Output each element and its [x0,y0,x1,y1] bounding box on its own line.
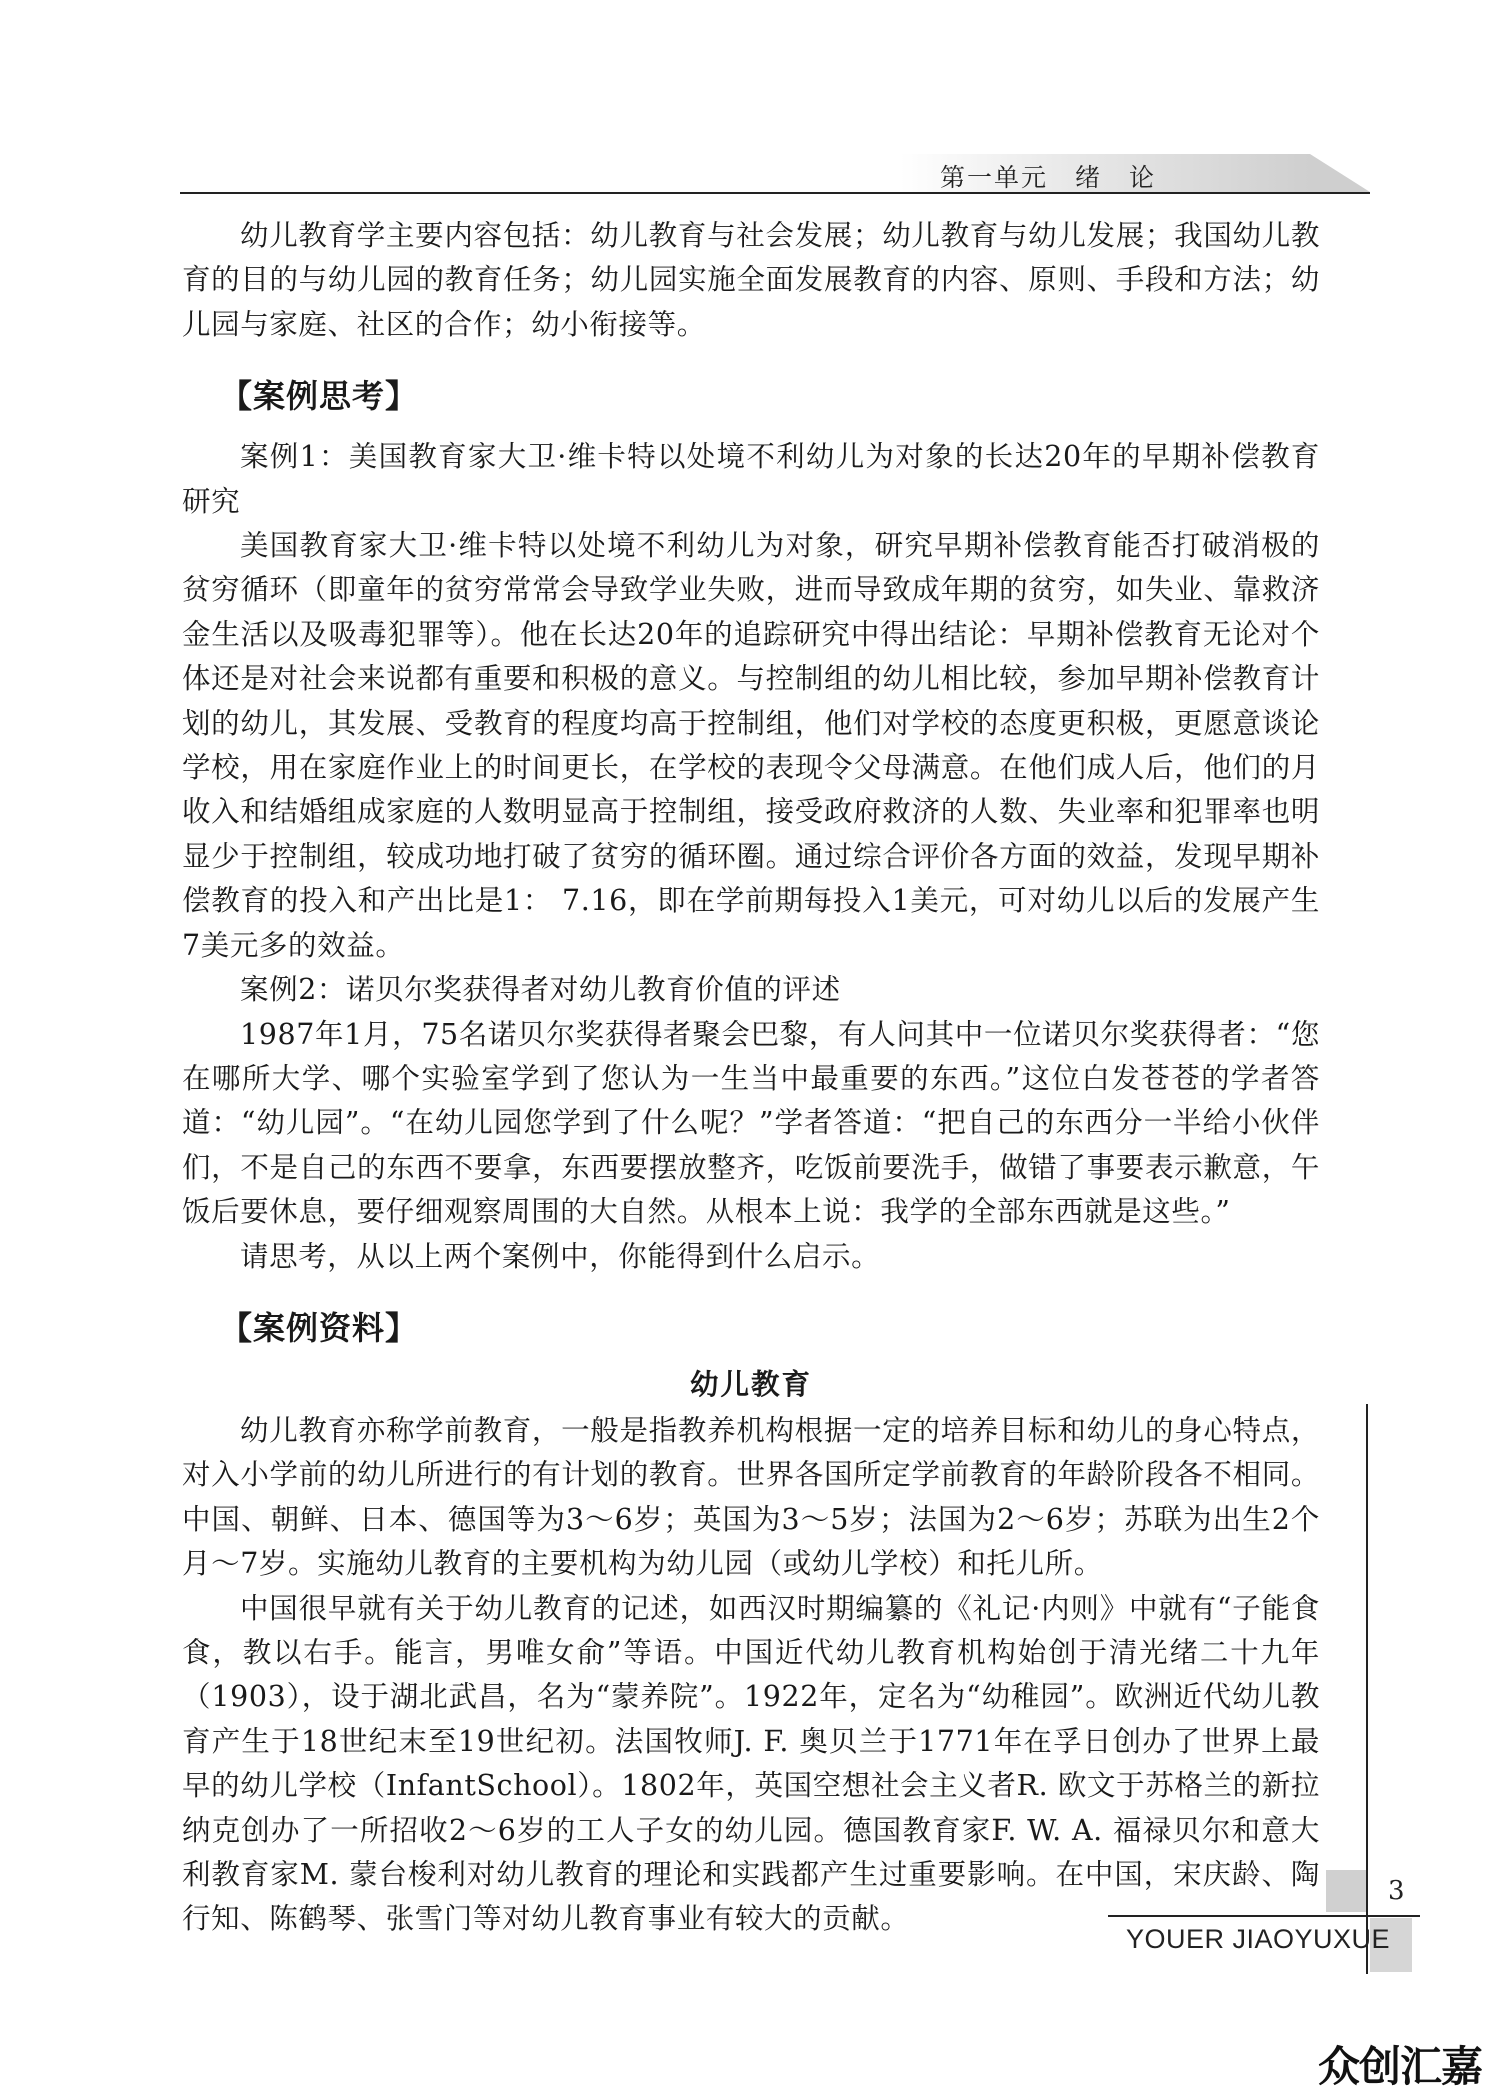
case1-title: 案例1：美国教育家大卫·维卡特以处境不利幼儿为对象的长达20年的早期补偿教育研究 [182,440,1320,518]
article-paragraph-1: 幼儿教育亦称学前教育，一般是指教养机构根据一定的培养目标和幼儿的身心特点，对入小学前的幼儿所进行的有计划的教育。世界各国所定学前教育的年龄阶段各不相同。中国、朝鲜、日本、德国等为3～6岁；英国为3～5岁；法国为2～6岁；苏联为出生2个月～7岁。实施幼儿教育的主要机构为幼儿园（或幼儿学校）和托儿所。 [182,1413,1320,1581]
reflection-prompt: 请思考，从以上两个案例中，你能得到什么启示。 [240,1239,881,1273]
page-number-gray-box [1326,1870,1366,1912]
article-paragraph-2: 中国很早就有关于幼儿教育的记述，如西汉时期编纂的《礼记·内则》中就有“子能食食，教以右手。能言，男唯女俞”等语。中国近代幼儿教育机构始创于清光绪二十九年（1903），设于湖北武昌，名为“蒙养院”。1922年，定名为“幼稚园”。欧洲近代幼儿教育产生于18世纪末至19世纪初。法国牧师J. F. 奥贝兰于1771年在孚日创办了世界上最早的幼儿学校（InfantSchool）。1802年，英国空想社会主义者R. 欧文于苏格兰的新拉纳克创办了一所招收2～6岁的工人子女的幼儿园。德国教育家F. W. A. 福禄贝尔和意大利教育家M. 蒙台梭利对幼儿教育的理论和实践都产生过重要影响。在中国，宋庆龄、陶行知、陈鹤琴、张雪门等对幼儿教育事业有较大的贡献。 [182,1591,1320,1936]
margin-vertical-rule [1366,1404,1368,1974]
case2-title: 案例2：诺贝尔奖获得者对幼儿教育价值的评述 [240,973,841,1007]
header-rule [180,192,1370,194]
footer-series-text: YOUER JIAOYUXUE [1126,1924,1391,1954]
header-tab-corner [1310,154,1370,192]
running-header-title: 第一单元 绪 论 [940,163,1157,192]
section-heading-case-thinking: 【案例思考】 [220,377,419,416]
footer-rule [1108,1915,1420,1917]
watermark-logo: 众创汇嘉 [1318,2042,1483,2091]
intro-paragraph: 幼儿教育学主要内容包括：幼儿教育与社会发展；幼儿教育与幼儿发展；我国幼儿教育的目的与幼儿园的教育任务；幼儿园实施全面发展教育的内容、原则、手段和方法；幼儿园与家庭、社区的合作；幼小衔接等。 [182,219,1320,341]
article-title: 幼儿教育 [689,1367,812,1401]
page-content [182,214,1320,1942]
case2-body: 1987年1月，75名诺贝尔奖获得者聚会巴黎，有人问其中一位诺贝尔奖获得者：“您在哪所大学、哪个实验室学到了您认为一生当中最重要的东西。”这位白发苍苍的学者答道：“幼儿园”。“在幼儿园您学到了什么呢？”学者答道：“把自己的东西分一半给小伙伴们，不是自己的东西不要拿，东西要摆放整齐，吃饭前要洗手，做错了事要表示歉意，午饭后要休息，要仔细观察周围的大自然。从根本上说：我学的全部东西就是这些。” [182,1017,1320,1229]
section-heading-case-materials: 【案例资料】 [220,1308,419,1347]
case1-body: 美国教育家大卫·维卡特以处境不利幼儿为对象，研究早期补偿教育能否打破消极的贫穷循环（即童年的贫穷常常会导致学业失败，进而导致成年期的贫穷，如失业、靠救济金生活以及吸毒犯罪等）。他在长达20年的追踪研究中得出结论：早期补偿教育无论对个体还是对社会来说都有重要和积极的意义。与控制组的幼儿相比较，参加早期补偿教育计划的幼儿，其发展、受教育的程度均高于控制组，他们对学校的态度更积极，更愿意谈论学校，用在家庭作业上的时间更长，在学校的表现令父母满意。在他们成人后，他们的月收入和结婚组成家庭的人数明显高于控制组，接受政府救济的人数、失业率和犯罪率也明显少于控制组，较成功地打破了贫穷的循环圈。通过综合评价各方面的效益，发现早期补偿教育的投入和产出比是1： 7.16，即在学前期每投入1美元，可对幼儿以后的发展产生7美元多的效益。 [182,529,1320,962]
page-number: 3 [1388,1876,1405,1906]
